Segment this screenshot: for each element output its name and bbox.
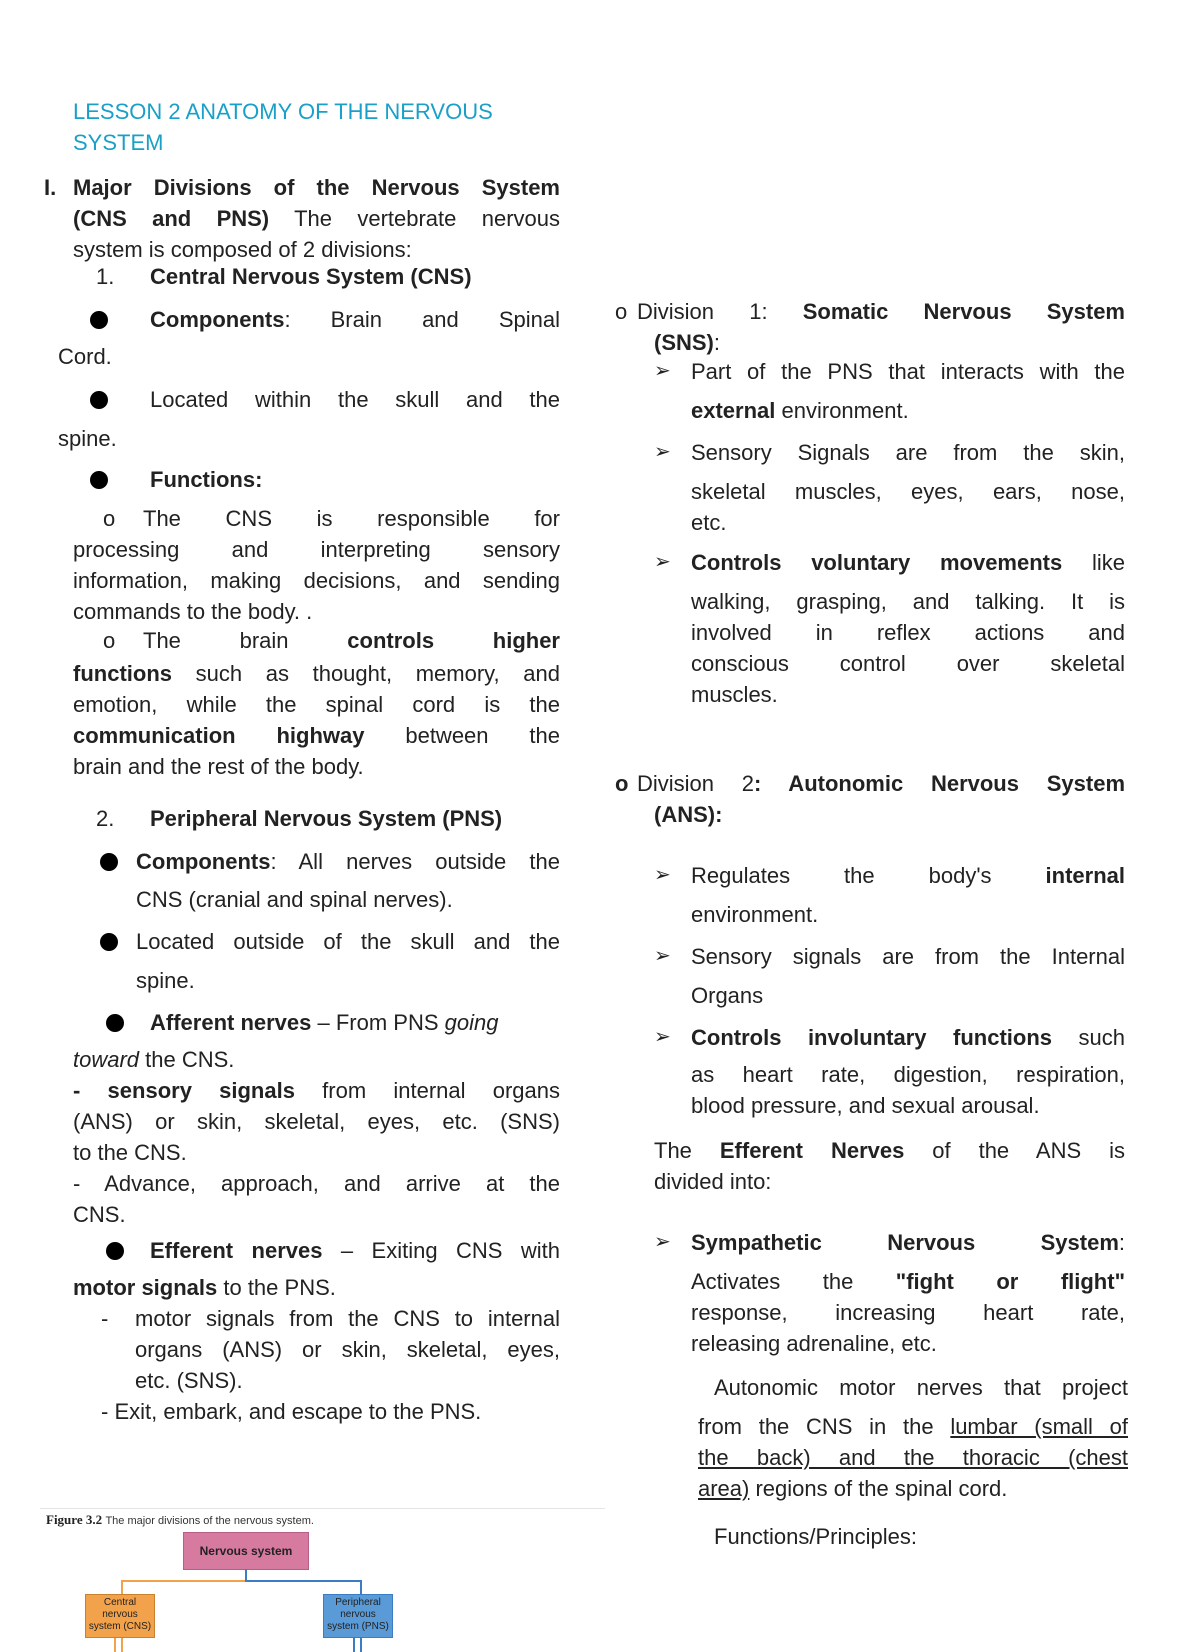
lesson-title: LESSON 2 ANATOMY OF THE NERVOUS SYSTEM: [73, 99, 493, 155]
afferent-nerves: Afferent nerves – From PNS going toward the CNS. - sensory signals from internal organs (ANS) or skin, skeletal, eyes, etc. (SNS) to the CNS. - Advance, approach, and arrive at the CNS.: [73, 1010, 560, 1227]
sns-item-1: ➢ Part of the PNS that interacts with the external environment.: [654, 356, 1125, 426]
section-major-divisions: I. Major Divisions of the Nervous System (CNS and PNS) The vertebrate nervous system is composed of 2 divisions:: [40, 172, 560, 265]
bullet-dot-icon: [100, 933, 118, 951]
arrow-bullet-icon: ➢: [654, 360, 671, 382]
autonomic-motor-nerves: Autonomic motor nerves that project from the CNS in the lumbar (small of the back) and the thoracic (chest area) regions of the spinal cord.: [698, 1375, 1128, 1501]
sns-item-3: ➢ Controls voluntary movements like walking, grasping, and talking. It is involved in reflex actions and conscious control over skeletal muscles.: [654, 547, 1125, 710]
bullet-dot-icon: [90, 391, 108, 409]
arrow-bullet-icon: ➢: [654, 551, 671, 573]
pns-components: Components: All nerves outside the CNS (cranial and spinal nerves).: [94, 846, 560, 915]
cns-heading: 1. Central Nervous System (CNS): [96, 264, 472, 289]
sympathetic-item: ➢ Sympathetic Nervous System: Activates the "fight or flight" response, increasing heart rate, releasing adrenaline, etc.: [654, 1227, 1125, 1359]
bullet-dot-icon: [106, 1242, 124, 1260]
arrow-bullet-icon: ➢: [654, 945, 671, 967]
sub-bullet-o: o: [615, 299, 628, 324]
section-number: I.: [44, 175, 57, 200]
division-2-autonomic: o Division 2: Autonomic Nervous System (ANS):: [615, 768, 1125, 830]
arrow-bullet-icon: ➢: [654, 441, 671, 463]
box-central-nervous-system: Central nervous system (CNS): [85, 1594, 155, 1638]
bullet-dot-icon: [90, 311, 108, 329]
cns-components: Components: Brain and Spinal Cord.: [58, 307, 560, 369]
ans-item-2: ➢ Sensory signals are from the Internal Organs: [654, 941, 1125, 1011]
functions-principles: Functions/Principles:: [714, 1524, 917, 1549]
bullet-dot-icon: [90, 471, 108, 489]
bullet-dot-icon: [106, 1014, 124, 1032]
arrow-bullet-icon: ➢: [654, 1231, 671, 1253]
cns-location: Located within the skull and the spine.: [58, 387, 560, 451]
ans-item-3: ➢ Controls involuntary functions such as heart rate, digestion, respiration, blood pressure, and sexual arousal.: [654, 1022, 1125, 1121]
arrow-bullet-icon: ➢: [654, 864, 671, 886]
cns-function-2: o The brain controls higher functions such as thought, memory, and emotion, while the spinal cord is the communication highway between the brain and the rest of the body.: [73, 625, 560, 782]
sub-bullet-o: o: [615, 771, 629, 796]
bullet-dot-icon: [100, 853, 118, 871]
arrow-bullet-icon: ➢: [654, 1026, 671, 1048]
efferent-ans-intro: The Efferent Nerves of the ANS is divided into:: [654, 1138, 1125, 1194]
sns-item-2: ➢ Sensory Signals are from the skin, skeletal muscles, eyes, ears, nose, etc.: [654, 437, 1125, 538]
sub-bullet-o: o: [103, 506, 116, 531]
pns-heading: 2. Peripheral Nervous System (PNS): [96, 806, 503, 831]
sub-bullet-o: o: [103, 628, 116, 653]
figure-nervous-system-divisions: [40, 1508, 605, 1652]
efferent-nerves: Efferent nerves – Exiting CNS with motor signals to the PNS. - motor signals from the CNS to internal organs (ANS) or skin, skeletal, eyes, etc. (SNS). - Exit, embark, and escape to the PNS.: [73, 1238, 560, 1424]
division-1-somatic: o Division 1: Somatic Nervous System (SNS):: [615, 296, 1125, 358]
ans-item-1: ➢ Regulates the body's internal environment.: [654, 860, 1125, 930]
box-peripheral-nervous-system: Peripheral nervous system (PNS): [323, 1594, 393, 1638]
pns-location: Located outside of the skull and the spine.: [94, 926, 560, 996]
cns-functions: Functions:: [58, 464, 560, 495]
box-nervous-system: Nervous system: [183, 1532, 309, 1570]
cns-function-1: o The CNS is responsible for processing and interpreting sensory information, making decisions, and sending commands to the body. .: [73, 503, 560, 627]
figure-caption: Figure 3.2 The major divisions of the nervous system.: [46, 1512, 314, 1527]
